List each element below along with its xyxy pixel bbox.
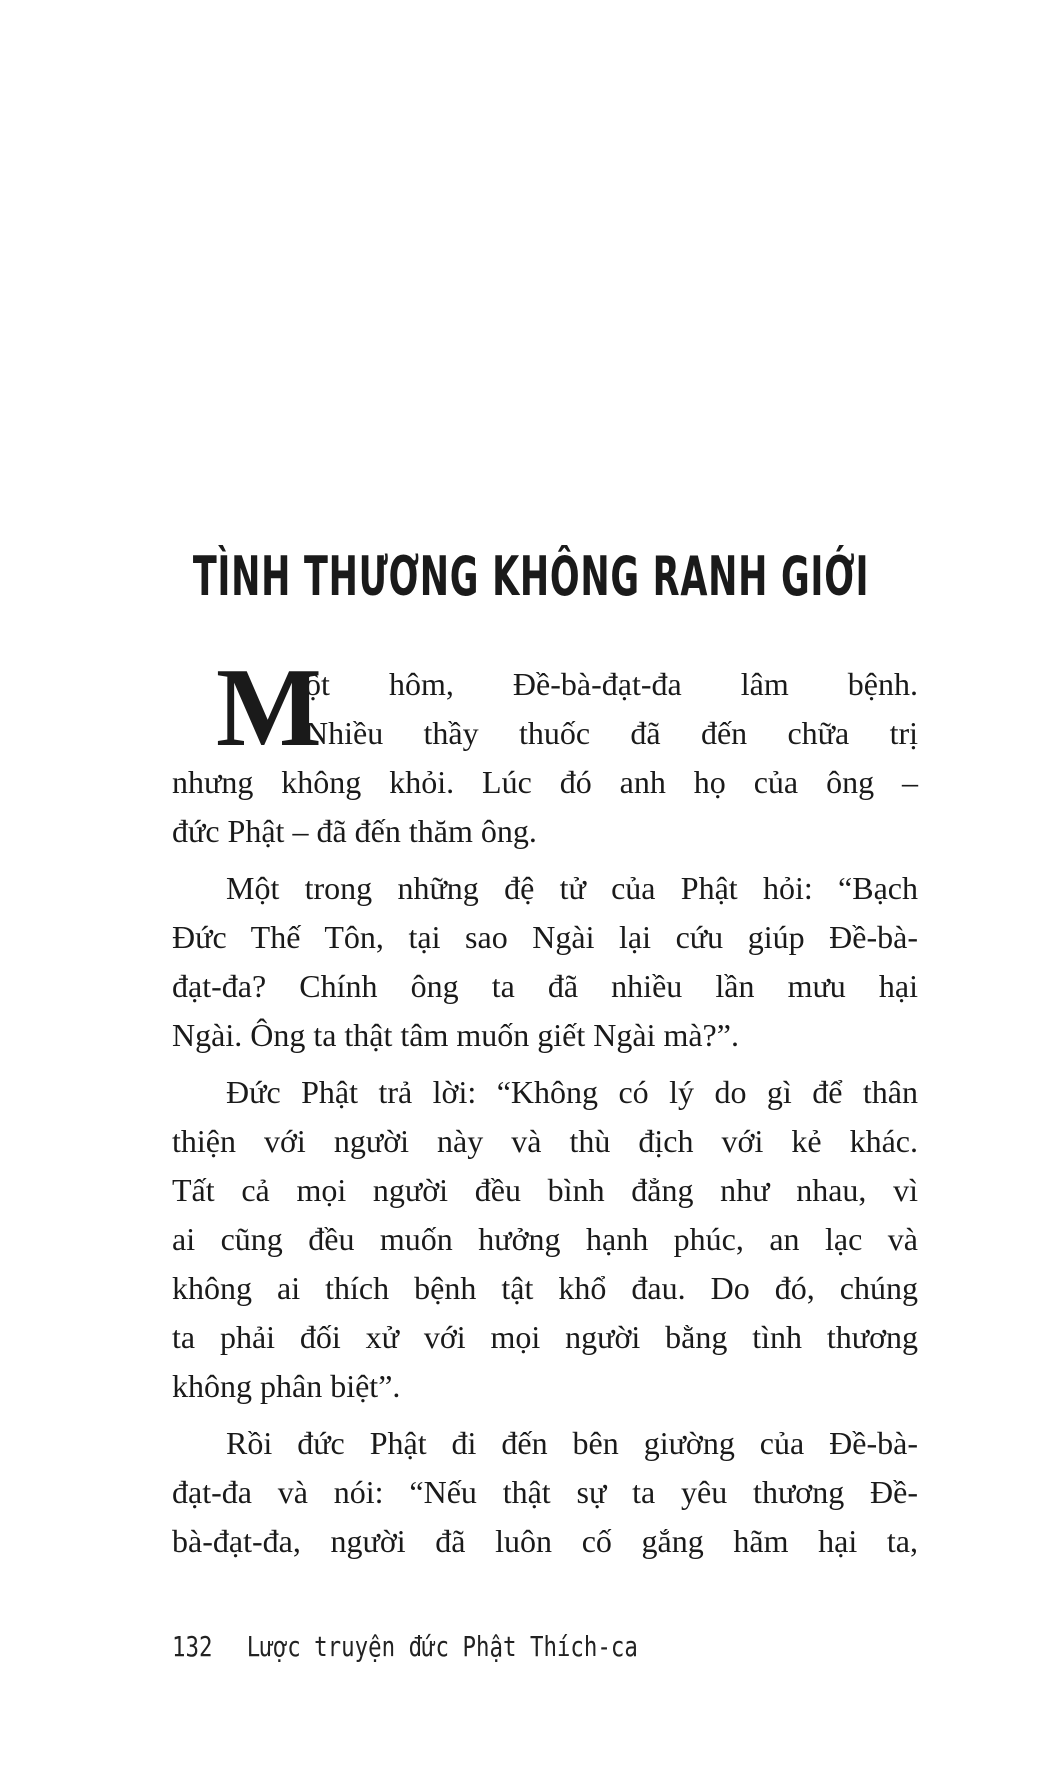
page-footer: [172, 1630, 638, 1663]
text-line: Tất cả mọi người đều bình đẳng như nhau, vì: [172, 1172, 918, 1208]
text-line: ta phải đối xử với mọi người bằng tình thương: [172, 1319, 918, 1355]
paragraph-4: [172, 1419, 918, 1566]
text-line: Rồi đức Phật đi đến bên giường của Đề-bà-: [226, 1425, 918, 1461]
text-line: không phân biệt”.: [172, 1368, 401, 1404]
text-line: đạt-đa? Chính ông ta đã nhiều lần mưu hại: [172, 968, 918, 1004]
paragraph-2: [172, 864, 918, 1060]
text-line: thiện với người này và thù địch với kẻ khác.: [172, 1123, 918, 1159]
running-book-title: Lược truyện đức Phật Thích-ca: [246, 1630, 638, 1663]
text-line: Đức Phật trả lời: “Không có lý do gì để thân: [226, 1074, 918, 1110]
drop-cap: M: [216, 646, 322, 770]
text-line: đạt-đa và nói: “Nếu thật sự ta yêu thương Đề-: [172, 1474, 918, 1510]
text-line: Ngài. Ông ta thật tâm muốn giết Ngài mà?”.: [172, 1017, 739, 1053]
text-line: bà-đạt-đa, người đã luôn cố gắng hãm hại ta,: [172, 1523, 918, 1559]
paragraph-3: [172, 1068, 918, 1411]
text-line: đức Phật – đã đến thăm ông.: [172, 813, 537, 849]
text-line: Một trong những đệ tử của Phật hỏi: “Bạch: [226, 870, 918, 906]
text-line: nhưng không khỏi. Lúc đó anh họ của ông –: [172, 764, 918, 800]
text-line: Đức Thế Tôn, tại sao Ngài lại cứu giúp Đề-bà-: [172, 919, 918, 955]
text-line: ai cũng đều muốn hưởng hạnh phúc, an lạc và: [172, 1221, 918, 1257]
text-line: không ai thích bệnh tật khổ đau. Do đó, chúng: [172, 1270, 918, 1306]
paragraph-1: [172, 646, 918, 856]
page-number: 132: [172, 1630, 213, 1663]
text-line: ột hôm, Đề-bà-đạt-đa lâm bệnh.: [305, 666, 918, 702]
body-text: [172, 646, 918, 1574]
text-line: Nhiều thầy thuốc đã đến chữa trị: [305, 715, 918, 751]
chapter-title: TÌNH THƯƠNG KHÔNG RANH GIỚI: [192, 545, 870, 608]
